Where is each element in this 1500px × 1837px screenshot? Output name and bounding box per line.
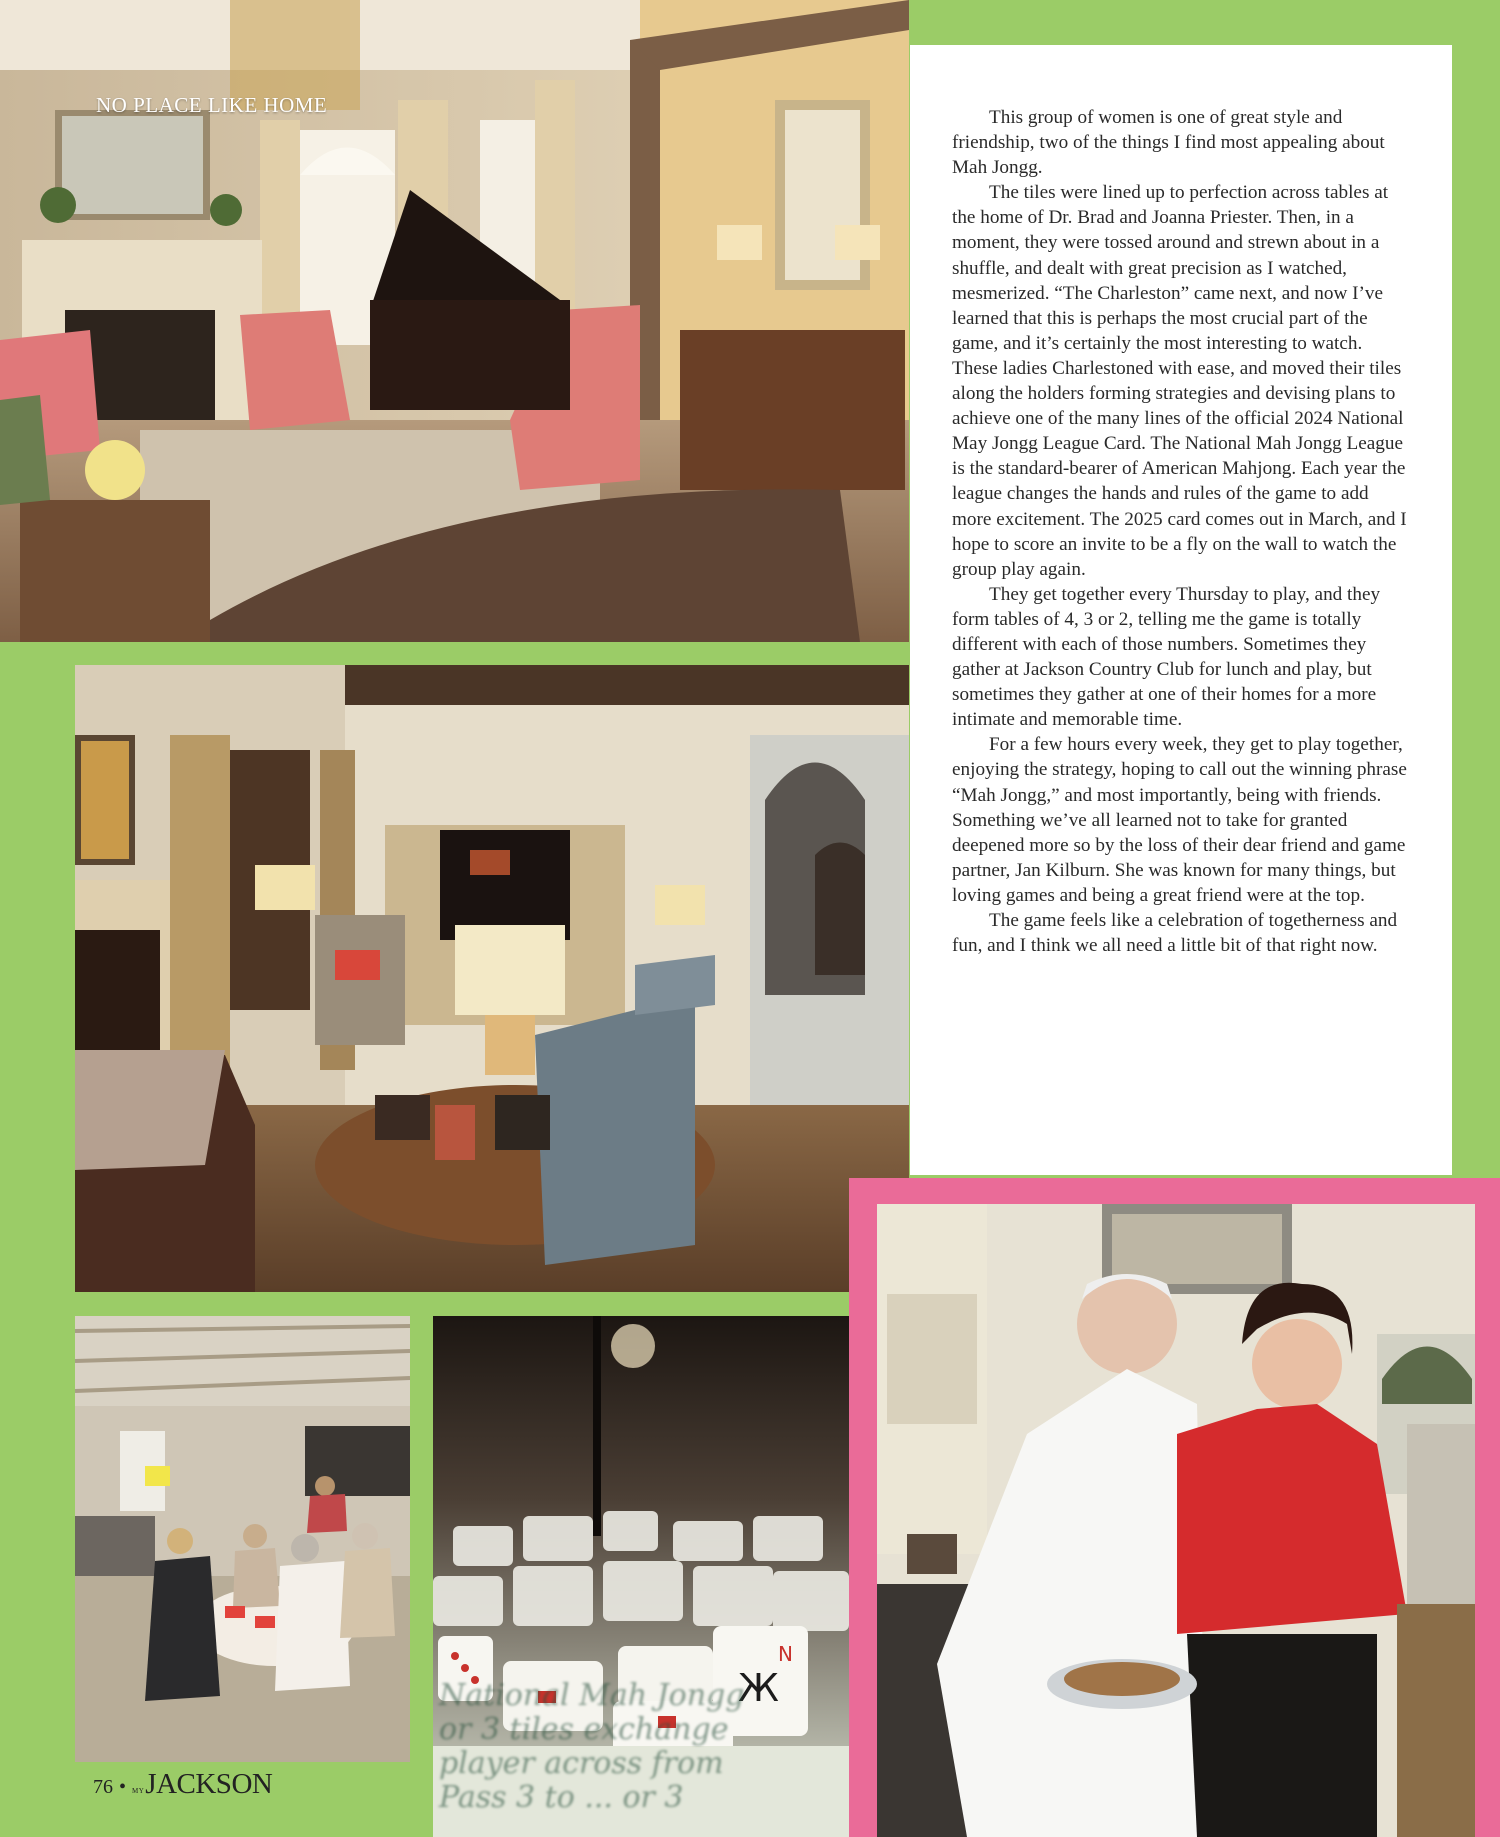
page-number: 76 bbox=[93, 1776, 113, 1798]
chef-and-host-photo bbox=[877, 1204, 1475, 1837]
footer-separator: • bbox=[119, 1776, 127, 1798]
brand-prefix: MY bbox=[132, 1787, 145, 1795]
article-paragraph: This group of women is one of great style and friendship, two of the things I find most appealing about Mah Jongg. bbox=[952, 107, 1385, 179]
article-paragraph: They get together every Thursday to play, and they form tables of 4, 3 or 2, telling me the game is totally different with each of those numbers. Sometimes they gather at Jackson Country Club for lunch and play, but sometimes they gather at one of their homes for a more intimate and memorable time. bbox=[952, 583, 1381, 731]
den-photo bbox=[75, 665, 909, 1292]
living-room-photo bbox=[0, 0, 909, 642]
section-label: NO PLACE LIKE HOME bbox=[96, 93, 328, 117]
group-playing-photo bbox=[75, 1316, 410, 1762]
article-paragraph: The game feels like a celebration of togetherness and fun, and I think we all need a little bit of that right now. bbox=[952, 910, 1398, 957]
mahjongg-tiles-photo bbox=[433, 1316, 849, 1837]
svg-text:Ж: Ж bbox=[738, 1666, 779, 1710]
article-panel bbox=[910, 45, 1452, 1175]
tile-card-text: National Mah Jongg or 3 tiles exchange player across from Pass 3 to ... or 3 bbox=[439, 1678, 745, 1815]
article-paragraph: For a few hours every week, they get to play together, enjoying the strategy, hoping to call out the winning phrase “Mah Jongg,” and most importantly, being with friends. Something we’ve all learned not to take for granted deepened more so by the loss of their dear friend and game partner, Jan Kilburn. She was known for many things, but loving games and being a great friend were at the top. bbox=[952, 734, 1407, 906]
page-footer bbox=[93, 1768, 272, 1801]
svg-text:N: N bbox=[778, 1642, 793, 1666]
article-body bbox=[952, 105, 1408, 958]
article-paragraph: The tiles were lined up to perfection across tables at the home of Dr. Brad and Joanna Priester. Then, in a moment, they were tossed around and strewn about in a shuffle, and dealt with great precision as I watched, mesmerized. “The Charleston” came next, and now I’ve learned that this is perhaps the most crucial part of the game, and it’s certainly the most interesting to watch. These ladies Charlestoned with ease, and moved their tiles along the holders forming strategies and devising plans to achieve one of the many lines of the official 2024 National May Jongg League Card. The National Mah Jongg League is the standard-bearer of American Mahjong. Each year the league changes the hands and rules of the game to add more excitement. The 2025 card comes out in March, and I hope to score an invite to be a fly on the wall to watch the group play again. bbox=[952, 182, 1407, 580]
brand-logo: JACKSON bbox=[145, 1768, 273, 1800]
